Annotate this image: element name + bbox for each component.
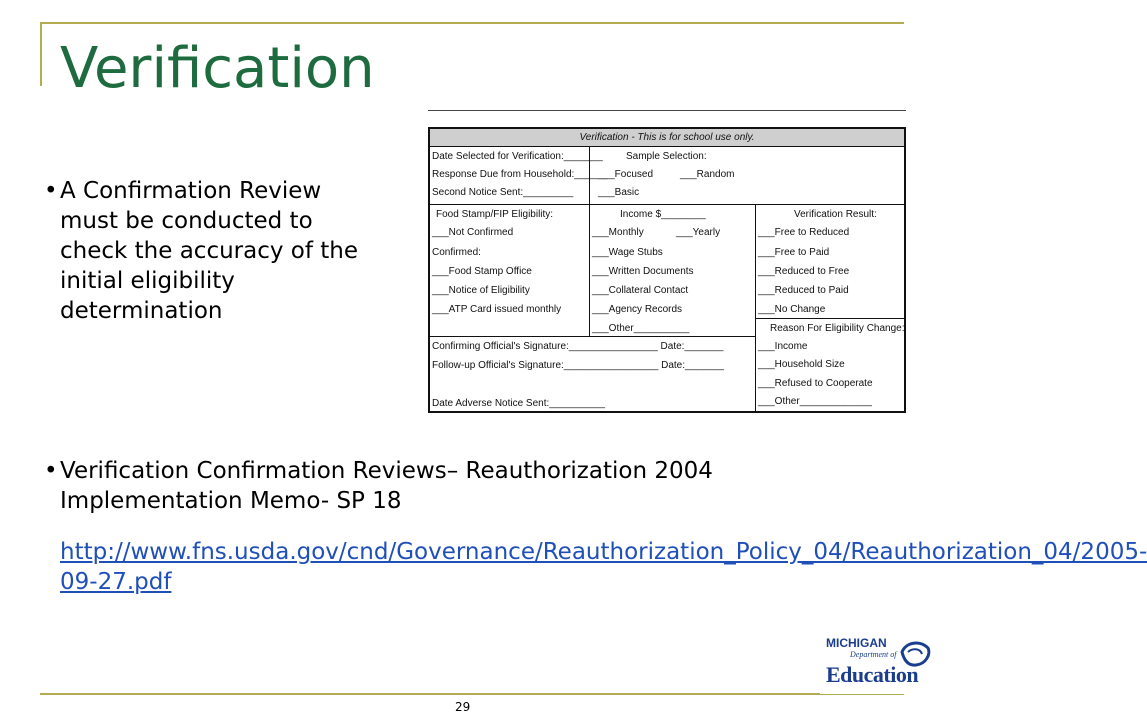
atp-card-label: ___ATP Card issued monthly: [432, 304, 562, 315]
reason-refused-label: ___Refused to Cooperate: [758, 378, 873, 389]
logo-education-text: Education: [826, 662, 919, 687]
form-verification-result: [756, 205, 904, 319]
michigan-education-logo: [820, 632, 936, 694]
form-header: Verification - This is for school use only.: [430, 129, 904, 147]
frame-top-rule: [40, 22, 904, 24]
verification-form: [428, 127, 906, 413]
reduced-free-label: ___Reduced to Free: [758, 266, 850, 277]
reason-household-label: ___Household Size: [758, 359, 845, 370]
bullet-dot: •: [44, 178, 58, 204]
wage-stubs-label: ___Wage Stubs: [592, 247, 663, 258]
other-income-label: ___Other__________: [592, 323, 690, 334]
form-row1-left: [430, 147, 608, 205]
date-selected-label: Date Selected for Verification:_______: [432, 151, 603, 162]
form-signatures: [430, 337, 756, 411]
form-top-rule: [428, 110, 906, 111]
reason-other-label: ___Other_____________: [758, 396, 872, 407]
bullet-dot: •: [44, 458, 58, 484]
form-income: [590, 205, 756, 337]
second-notice-label: Second Notice Sent:_________: [432, 187, 574, 198]
form-food-stamp: [430, 205, 590, 337]
bullet-text: A Confirmation Review must be conducted to check the accuracy of the initial eligibility determination: [60, 178, 359, 324]
reason-income-label: ___Income: [758, 341, 808, 352]
slide-title: Verification: [60, 36, 375, 101]
adverse-notice-label: Date Adverse Notice Sent:__________: [432, 398, 605, 409]
confirming-sig-label: Confirming Official's Signature:________________ Date:_______: [432, 341, 724, 352]
income-label: Income $________: [620, 209, 706, 220]
bullet-verification-memo: [44, 456, 860, 516]
frame-left-rule: [40, 22, 42, 86]
free-paid-label: ___Free to Paid: [758, 247, 830, 258]
yearly-label: ___Yearly: [676, 227, 721, 238]
random-label: ___Random: [680, 169, 735, 180]
basic-label: ___Basic: [598, 187, 640, 198]
no-change-label: ___No Change: [758, 304, 826, 315]
memo-link[interactable]: http://www.fns.usda.gov/cnd/Governance/Reauthorization_Policy_04/Reauthorization_04/2005-09-27.pdf: [60, 539, 1147, 595]
form-reason-change: [756, 319, 904, 411]
bullet-text: Verification Confirmation Reviews– Reauthorization 2004 Implementation Memo- SP 18: [60, 458, 713, 514]
not-confirmed-label: ___Not Confirmed: [432, 227, 514, 238]
followup-sig-label: Follow-up Official's Signature:_________________ Date:_______: [432, 360, 724, 371]
verif-result-label: Verification Result:: [794, 209, 877, 220]
fs-office-label: ___Food Stamp Office: [432, 266, 532, 277]
frame-bottom-rule: [40, 693, 904, 695]
reduced-paid-label: ___Reduced to Paid: [758, 285, 849, 296]
agency-label: ___Agency Records: [592, 304, 683, 315]
response-due-label: Response Due from Household:______: [432, 169, 608, 180]
notice-elig-label: ___Notice of Eligibility: [432, 285, 530, 296]
free-reduced-label: ___Free to Reduced: [758, 227, 850, 238]
bullet-confirmation-review: [44, 176, 360, 326]
logo-michigan-text: MICHIGAN: [826, 636, 887, 650]
focused-label: ___Focused: [598, 169, 654, 180]
confirmed-label: Confirmed:: [432, 247, 481, 258]
collateral-label: ___Collateral Contact: [592, 285, 689, 296]
form-sample-selection: [590, 147, 904, 205]
monthly-label: ___Monthly: [592, 227, 644, 238]
written-docs-label: ___Written Documents: [592, 266, 694, 277]
reason-label: Reason For Eligibility Change:: [770, 323, 905, 334]
logo-department-text: Department of: [850, 650, 897, 659]
page-number: 29: [455, 700, 471, 714]
sample-selection-label: Sample Selection:: [626, 151, 707, 162]
fs-eligibility-label: Food Stamp/FIP Eligibility:: [436, 209, 554, 220]
